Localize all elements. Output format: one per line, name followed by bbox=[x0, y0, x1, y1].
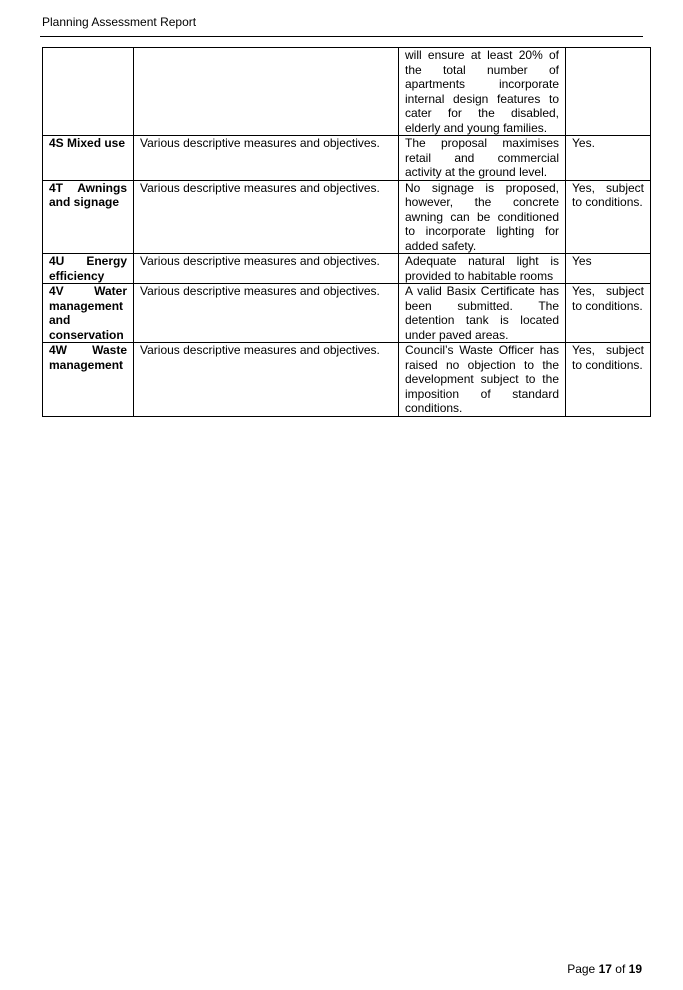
comment-cell: Adequate natural light is provided to habitable rooms bbox=[399, 254, 566, 284]
table-row bbox=[43, 180, 651, 254]
page-total: 19 bbox=[628, 962, 642, 976]
comment-cell: No signage is proposed, however, the concrete awning can be conditioned to incorporate lighting for added safety. bbox=[399, 180, 566, 254]
description-cell: Various descriptive measures and objectives. bbox=[134, 136, 399, 181]
assessment-table bbox=[42, 47, 651, 417]
control-cell: 4U Energy efficiency bbox=[43, 254, 134, 284]
description-cell: Various descriptive measures and objectives. bbox=[134, 343, 399, 417]
description-cell: Various descriptive measures and objectives. bbox=[134, 254, 399, 284]
page-number bbox=[567, 961, 642, 977]
compliance-cell: Yes, subject to conditions. bbox=[566, 284, 651, 343]
page-header-title: Planning Assessment Report bbox=[42, 15, 197, 29]
table-row bbox=[43, 48, 651, 136]
control-cell: 4S Mixed use bbox=[43, 136, 134, 181]
table-row bbox=[43, 343, 651, 417]
control-cell: 4T Awnings and signage bbox=[43, 180, 134, 254]
comment-cell: Council’s Waste Officer has raised no objection to the development subject to the imposition of standard conditions. bbox=[399, 343, 566, 417]
compliance-cell: Yes, subject to conditions. bbox=[566, 343, 651, 417]
page-current: 17 bbox=[598, 962, 612, 976]
compliance-cell: Yes, subject to conditions. bbox=[566, 180, 651, 254]
description-cell bbox=[134, 48, 399, 136]
header-divider bbox=[40, 36, 643, 37]
table-row bbox=[43, 284, 651, 343]
compliance-cell: Yes. bbox=[566, 136, 651, 181]
page-label: Page bbox=[567, 962, 596, 976]
control-cell: 4W Waste management bbox=[43, 343, 134, 417]
compliance-cell: Yes bbox=[566, 254, 651, 284]
page-of: of bbox=[615, 962, 626, 976]
table-row bbox=[43, 254, 651, 284]
control-cell: 4V Water management and conservation bbox=[43, 284, 134, 343]
table-row bbox=[43, 136, 651, 181]
description-cell: Various descriptive measures and objectives. bbox=[134, 180, 399, 254]
comment-cell: will ensure at least 20% of the total number of apartments incorporate internal design features to cater for the disabled, elderly and young families. bbox=[399, 48, 566, 136]
comment-cell: A valid Basix Certificate has been submitted. The detention tank is located under paved areas. bbox=[399, 284, 566, 343]
comment-cell: The proposal maximises retail and commercial activity at the ground level. bbox=[399, 136, 566, 181]
compliance-cell bbox=[566, 48, 651, 136]
description-cell: Various descriptive measures and objectives. bbox=[134, 284, 399, 343]
control-cell bbox=[43, 48, 134, 136]
